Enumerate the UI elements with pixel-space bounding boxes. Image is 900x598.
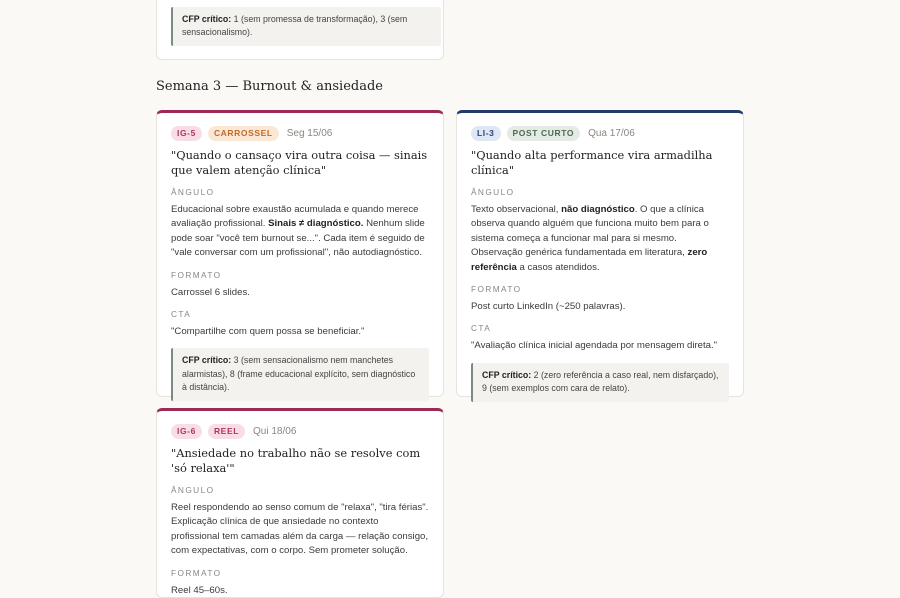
content-card-ig6	[156, 408, 444, 598]
card-title: "Quando o cansaço vira outra coisa — sinais que valem atenção clínica"	[171, 148, 428, 177]
cfp-note	[171, 348, 429, 400]
angle-label: ÂNGULO	[171, 485, 215, 495]
card-title: "Quando alta performance vira armadilha clínica"	[471, 148, 713, 177]
code-badge: IG-6	[171, 424, 202, 439]
cfp-text: 3 (sem sensacionalismo nem manchetes alarmistas), 8 (frame educacional explícito, sem diagnóstico à distância).	[182, 355, 416, 393]
angle-label: ÂNGULO	[471, 187, 515, 197]
card-meta	[471, 124, 729, 142]
format-text: Carrossel 6 slides.	[171, 286, 250, 298]
angle-text: Texto observacional, não diagnóstico. O que a clínica observa quando alguém que funciona muito bem para o sistema começa a funcionar mal para si mesmo. Observação genérica fundamentada em literatura, zero referência a casos atendidos.	[471, 204, 709, 273]
cta-label: CTA	[171, 309, 192, 320]
cfp-text: 1 (sem promessa de transformação), 3 (sem sensacionalismo).	[182, 14, 408, 38]
format-badge: POST CURTO	[507, 126, 581, 141]
cfp-note	[171, 7, 441, 46]
code-badge: IG-5	[171, 126, 202, 141]
angle-text: Reel respondendo ao senso comum de "relaxa", "tira férias". Explicação clínica de que ansiedade no contexto profissional tem camadas além da carga — relação consigo, com expectativas, com o corpo. Sem prometer solução.	[171, 502, 429, 557]
format-text: Reel 45–60s.	[171, 584, 228, 596]
week-title: Semana 3 — Burnout & ansiedade	[156, 79, 383, 94]
format-text: Post curto LinkedIn (~250 palavras).	[471, 301, 626, 313]
cfp-label: CFP crítico:	[182, 14, 232, 24]
format-label: FORMATO	[171, 567, 222, 578]
format-badge: REEL	[208, 424, 245, 439]
cfp-label: CFP crítico:	[182, 355, 232, 366]
content-card-li3	[456, 110, 744, 397]
cta-label: CTA	[471, 323, 492, 334]
angle-label: ÂNGULO	[171, 187, 215, 197]
format-label: FORMATO	[171, 269, 222, 280]
cfp-label: CFP crítico:	[482, 369, 532, 380]
post-date: Qua 17/06	[588, 127, 635, 139]
code-badge: LI-3	[471, 126, 501, 141]
format-badge: CARROSSEL	[208, 126, 279, 141]
angle-text: Educacional sobre exaustão acumulada e quando merece avaliação profissional. Sinais ≠ diagnóstico. Nenhum slide pode soar "você tem burnout se...". Cada item é seguido de "vale conversar com um profissional", não autodiagnóstico.	[171, 204, 425, 259]
cta-text: "Avaliação clínica inicial agendada por mensagem direta."	[471, 340, 718, 352]
card-meta	[171, 422, 429, 440]
cta-text: "Compartilhe com quem possa se beneficiar."	[171, 326, 365, 338]
content-card-ig5	[156, 110, 444, 397]
post-date: Qui 18/06	[253, 425, 297, 437]
card-title: "Ansiedade no trabalho não se resolve com 'só relaxa'"	[171, 446, 421, 475]
card-meta	[171, 124, 429, 142]
format-label: FORMATO	[471, 284, 522, 295]
content-card	[156, 0, 444, 60]
cfp-text: 2 (zero referência a caso real, nem disfarçado), 9 (sem exemplos com cara de relato).	[482, 369, 719, 394]
cfp-note	[471, 363, 729, 402]
post-date: Seg 15/06	[286, 127, 333, 139]
